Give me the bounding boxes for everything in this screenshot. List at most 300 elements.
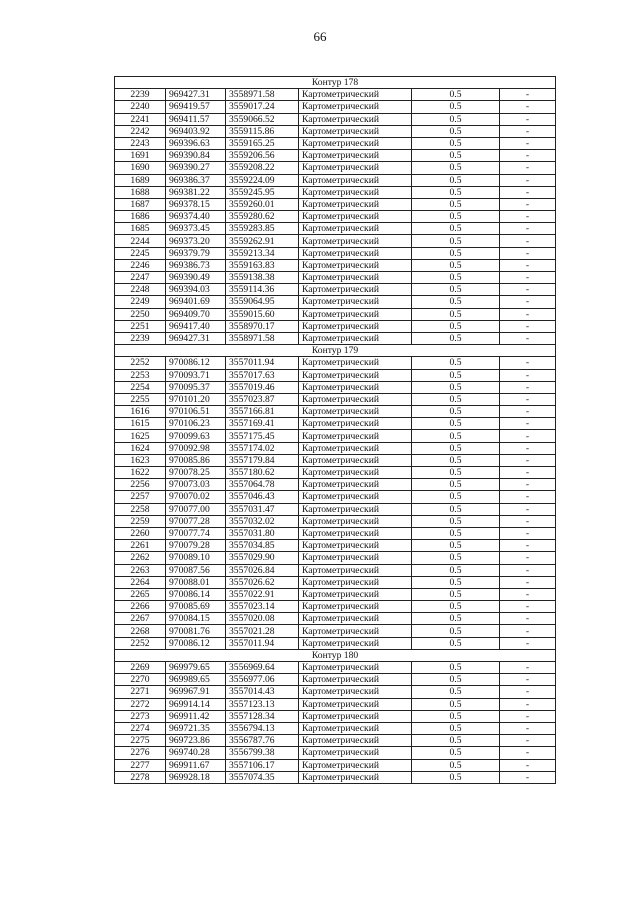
error-value: 0.5	[412, 381, 500, 393]
note: -	[500, 369, 556, 381]
coord-x: 969740.28	[166, 747, 226, 759]
method: Картометрический	[299, 406, 412, 418]
point-id: 2269	[115, 662, 166, 674]
table-row	[115, 369, 556, 381]
point-id: 1616	[115, 406, 166, 418]
method: Картометрический	[299, 467, 412, 479]
method: Картометрический	[299, 454, 412, 466]
coord-x: 969390.84	[166, 150, 226, 162]
coord-x: 969386.37	[166, 174, 226, 186]
coord-y: 3559213.34	[226, 247, 299, 259]
coord-x: 970106.51	[166, 406, 226, 418]
note: -	[500, 162, 556, 174]
error-value: 0.5	[412, 710, 500, 722]
note: -	[500, 332, 556, 344]
coord-y: 3557026.84	[226, 564, 299, 576]
point-id: 2271	[115, 686, 166, 698]
table-row	[115, 686, 556, 698]
coord-y: 3556799.38	[226, 747, 299, 759]
note: -	[500, 491, 556, 503]
table-row	[115, 113, 556, 125]
coord-x: 969379.79	[166, 247, 226, 259]
table-row	[115, 601, 556, 613]
point-id: 1624	[115, 442, 166, 454]
method: Картометрический	[299, 150, 412, 162]
table-row	[115, 491, 556, 503]
note: -	[500, 467, 556, 479]
point-id: 1689	[115, 174, 166, 186]
coord-y: 3557034.85	[226, 540, 299, 552]
note: -	[500, 479, 556, 491]
note: -	[500, 101, 556, 113]
error-value: 0.5	[412, 479, 500, 491]
table-row	[115, 735, 556, 747]
section-header-row	[115, 77, 556, 89]
table-row	[115, 223, 556, 235]
error-value: 0.5	[412, 406, 500, 418]
coord-y: 3559280.62	[226, 211, 299, 223]
table-row	[115, 576, 556, 588]
error-value: 0.5	[412, 162, 500, 174]
method: Картометрический	[299, 540, 412, 552]
coord-x: 969390.27	[166, 162, 226, 174]
note: -	[500, 186, 556, 198]
table-row	[115, 527, 556, 539]
coord-x: 970093.71	[166, 369, 226, 381]
error-value: 0.5	[412, 259, 500, 271]
point-id: 1685	[115, 223, 166, 235]
point-id: 2253	[115, 369, 166, 381]
method: Картометрический	[299, 686, 412, 698]
table-row	[115, 674, 556, 686]
error-value: 0.5	[412, 137, 500, 149]
table-row	[115, 272, 556, 284]
error-value: 0.5	[412, 89, 500, 101]
error-value: 0.5	[412, 503, 500, 515]
coord-x: 970099.63	[166, 430, 226, 442]
coord-y: 3557022.91	[226, 588, 299, 600]
method: Картометрический	[299, 625, 412, 637]
method: Картометрический	[299, 491, 412, 503]
method: Картометрический	[299, 552, 412, 564]
section-header-row	[115, 345, 556, 357]
coord-x: 969374.40	[166, 211, 226, 223]
coord-y: 3557021.28	[226, 625, 299, 637]
coord-x: 969419.57	[166, 101, 226, 113]
method: Картометрический	[299, 320, 412, 332]
table-row	[115, 771, 556, 783]
error-value: 0.5	[412, 564, 500, 576]
coord-y: 3559015.60	[226, 308, 299, 320]
coord-y: 3559114.36	[226, 284, 299, 296]
coord-x: 969427.31	[166, 332, 226, 344]
table-row	[115, 357, 556, 369]
point-id: 2246	[115, 259, 166, 271]
point-id: 2240	[115, 101, 166, 113]
point-id: 2239	[115, 89, 166, 101]
coord-y: 3557020.08	[226, 613, 299, 625]
coord-y: 3557046.43	[226, 491, 299, 503]
method: Картометрический	[299, 211, 412, 223]
error-value: 0.5	[412, 186, 500, 198]
table-row	[115, 296, 556, 308]
note: -	[500, 576, 556, 588]
coord-x: 969989.65	[166, 674, 226, 686]
method: Картометрический	[299, 272, 412, 284]
point-id: 1623	[115, 454, 166, 466]
table-row	[115, 467, 556, 479]
method: Картометрический	[299, 296, 412, 308]
coord-y: 3557029.90	[226, 552, 299, 564]
coord-y: 3557026.62	[226, 576, 299, 588]
note: -	[500, 674, 556, 686]
note: -	[500, 137, 556, 149]
table-row	[115, 406, 556, 418]
error-value: 0.5	[412, 588, 500, 600]
note: -	[500, 454, 556, 466]
note: -	[500, 211, 556, 223]
error-value: 0.5	[412, 284, 500, 296]
note: -	[500, 686, 556, 698]
point-id: 2275	[115, 735, 166, 747]
method: Картометрический	[299, 137, 412, 149]
method: Картометрический	[299, 308, 412, 320]
coord-x: 970085.69	[166, 601, 226, 613]
coord-y: 3558971.58	[226, 332, 299, 344]
coord-y: 3556794.13	[226, 722, 299, 734]
error-value: 0.5	[412, 735, 500, 747]
coord-x: 970095.37	[166, 381, 226, 393]
coord-x: 970087.56	[166, 564, 226, 576]
note: -	[500, 381, 556, 393]
error-value: 0.5	[412, 320, 500, 332]
table-row	[115, 247, 556, 259]
table-row	[115, 698, 556, 710]
method: Картометрический	[299, 125, 412, 137]
note: -	[500, 698, 556, 710]
coord-y: 3557179.84	[226, 454, 299, 466]
coord-y: 3559165.25	[226, 137, 299, 149]
point-id: 2268	[115, 625, 166, 637]
coord-x: 969427.31	[166, 89, 226, 101]
table-row	[115, 625, 556, 637]
table-row	[115, 759, 556, 771]
note: -	[500, 771, 556, 783]
table-row	[115, 418, 556, 430]
coord-x: 970078.25	[166, 467, 226, 479]
table-row	[115, 284, 556, 296]
error-value: 0.5	[412, 113, 500, 125]
point-id: 2266	[115, 601, 166, 613]
method: Картометрический	[299, 735, 412, 747]
coord-y: 3559206.56	[226, 150, 299, 162]
table-row	[115, 381, 556, 393]
method: Картометрический	[299, 613, 412, 625]
coord-y: 3557074.35	[226, 771, 299, 783]
point-id: 2265	[115, 588, 166, 600]
error-value: 0.5	[412, 747, 500, 759]
note: -	[500, 515, 556, 527]
note: -	[500, 89, 556, 101]
error-value: 0.5	[412, 467, 500, 479]
coord-x: 970077.00	[166, 503, 226, 515]
method: Картометрический	[299, 332, 412, 344]
point-id: 2252	[115, 357, 166, 369]
coord-y: 3559115.86	[226, 125, 299, 137]
table-row	[115, 540, 556, 552]
error-value: 0.5	[412, 625, 500, 637]
method: Картометрический	[299, 186, 412, 198]
coord-y: 3557123.13	[226, 698, 299, 710]
error-value: 0.5	[412, 454, 500, 466]
coord-y: 3559138.38	[226, 272, 299, 284]
note: -	[500, 308, 556, 320]
error-value: 0.5	[412, 235, 500, 247]
method: Картометрический	[299, 101, 412, 113]
table-row	[115, 235, 556, 247]
method: Картометрический	[299, 357, 412, 369]
method: Картометрический	[299, 430, 412, 442]
point-id: 2244	[115, 235, 166, 247]
coord-y: 3557019.46	[226, 381, 299, 393]
method: Картометрический	[299, 442, 412, 454]
point-id: 2250	[115, 308, 166, 320]
error-value: 0.5	[412, 698, 500, 710]
error-value: 0.5	[412, 527, 500, 539]
coord-y: 3557106.17	[226, 759, 299, 771]
error-value: 0.5	[412, 393, 500, 405]
coord-y: 3557064.78	[226, 479, 299, 491]
table-row	[115, 613, 556, 625]
note: -	[500, 357, 556, 369]
method: Картометрический	[299, 637, 412, 649]
note: -	[500, 235, 556, 247]
note: -	[500, 613, 556, 625]
error-value: 0.5	[412, 662, 500, 674]
table-row	[115, 503, 556, 515]
point-id: 2263	[115, 564, 166, 576]
coord-y: 3557011.94	[226, 637, 299, 649]
coord-x: 969911.42	[166, 710, 226, 722]
table-row	[115, 747, 556, 759]
note: -	[500, 735, 556, 747]
note: -	[500, 393, 556, 405]
table-row	[115, 393, 556, 405]
coord-y: 3557166.81	[226, 406, 299, 418]
note: -	[500, 125, 556, 137]
point-id: 1691	[115, 150, 166, 162]
coord-x: 970084.15	[166, 613, 226, 625]
error-value: 0.5	[412, 174, 500, 186]
coord-x: 969394.03	[166, 284, 226, 296]
coord-y: 3556977.06	[226, 674, 299, 686]
error-value: 0.5	[412, 491, 500, 503]
coord-y: 3558971.58	[226, 89, 299, 101]
table-row	[115, 515, 556, 527]
error-value: 0.5	[412, 722, 500, 734]
point-id: 2258	[115, 503, 166, 515]
error-value: 0.5	[412, 430, 500, 442]
coord-x: 970079.28	[166, 540, 226, 552]
method: Картометрический	[299, 198, 412, 210]
coord-y: 3559260.01	[226, 198, 299, 210]
table-row	[115, 308, 556, 320]
note: -	[500, 564, 556, 576]
table-row	[115, 442, 556, 454]
error-value: 0.5	[412, 442, 500, 454]
table-row	[115, 162, 556, 174]
point-id: 2256	[115, 479, 166, 491]
note: -	[500, 625, 556, 637]
coord-y: 3559245.95	[226, 186, 299, 198]
point-id: 2251	[115, 320, 166, 332]
point-id: 2255	[115, 393, 166, 405]
note: -	[500, 259, 556, 271]
table-row	[115, 198, 556, 210]
point-id: 2242	[115, 125, 166, 137]
point-id: 2259	[115, 515, 166, 527]
error-value: 0.5	[412, 613, 500, 625]
point-id: 1690	[115, 162, 166, 174]
coord-x: 970081.76	[166, 625, 226, 637]
error-value: 0.5	[412, 540, 500, 552]
note: -	[500, 759, 556, 771]
note: -	[500, 503, 556, 515]
point-id: 2248	[115, 284, 166, 296]
coord-y: 3559224.09	[226, 174, 299, 186]
table-row	[115, 454, 556, 466]
coord-y: 3559017.24	[226, 101, 299, 113]
note: -	[500, 418, 556, 430]
note: -	[500, 284, 556, 296]
table-row	[115, 259, 556, 271]
method: Картометрический	[299, 393, 412, 405]
coord-x: 970092.98	[166, 442, 226, 454]
point-id: 2272	[115, 698, 166, 710]
error-value: 0.5	[412, 515, 500, 527]
coord-y: 3557175.45	[226, 430, 299, 442]
error-value: 0.5	[412, 272, 500, 284]
table-row	[115, 710, 556, 722]
method: Картометрический	[299, 369, 412, 381]
coord-x: 969411.57	[166, 113, 226, 125]
coord-x: 969390.49	[166, 272, 226, 284]
coord-x: 969396.63	[166, 137, 226, 149]
note: -	[500, 247, 556, 259]
method: Картометрический	[299, 418, 412, 430]
coord-x: 970088.01	[166, 576, 226, 588]
point-id: 2260	[115, 527, 166, 539]
error-value: 0.5	[412, 552, 500, 564]
coord-x: 969721.35	[166, 722, 226, 734]
coord-y: 3557023.14	[226, 601, 299, 613]
point-id: 2277	[115, 759, 166, 771]
note: -	[500, 272, 556, 284]
coord-x: 970106.23	[166, 418, 226, 430]
method: Картометрический	[299, 564, 412, 576]
table-row	[115, 722, 556, 734]
table-row	[115, 125, 556, 137]
note: -	[500, 174, 556, 186]
section-title: Контур 178	[115, 77, 556, 89]
coord-x: 970086.14	[166, 588, 226, 600]
point-id: 2254	[115, 381, 166, 393]
coord-y: 3557180.62	[226, 467, 299, 479]
method: Картометрический	[299, 162, 412, 174]
method: Картометрический	[299, 588, 412, 600]
coord-x: 969403.92	[166, 125, 226, 137]
coord-x: 970089.10	[166, 552, 226, 564]
table-row	[115, 332, 556, 344]
coord-y: 3557032.02	[226, 515, 299, 527]
page-number: 66	[313, 29, 327, 44]
error-value: 0.5	[412, 101, 500, 113]
method: Картометрический	[299, 89, 412, 101]
error-value: 0.5	[412, 759, 500, 771]
point-id: 1687	[115, 198, 166, 210]
table-row	[115, 101, 556, 113]
point-id: 1625	[115, 430, 166, 442]
coord-y: 3559064.95	[226, 296, 299, 308]
error-value: 0.5	[412, 332, 500, 344]
coord-x: 969928.18	[166, 771, 226, 783]
error-value: 0.5	[412, 198, 500, 210]
error-value: 0.5	[412, 686, 500, 698]
coord-x: 969373.20	[166, 235, 226, 247]
method: Картометрический	[299, 479, 412, 491]
note: -	[500, 601, 556, 613]
error-value: 0.5	[412, 771, 500, 783]
point-id: 2267	[115, 613, 166, 625]
note: -	[500, 637, 556, 649]
coordinates-table-body	[115, 77, 556, 784]
coordinates-table	[114, 76, 556, 784]
coord-x: 970101.20	[166, 393, 226, 405]
error-value: 0.5	[412, 576, 500, 588]
coord-y: 3557014.43	[226, 686, 299, 698]
point-id: 1615	[115, 418, 166, 430]
note: -	[500, 540, 556, 552]
point-id: 2241	[115, 113, 166, 125]
coord-y: 3559208.22	[226, 162, 299, 174]
point-id: 2274	[115, 722, 166, 734]
error-value: 0.5	[412, 418, 500, 430]
method: Картометрический	[299, 771, 412, 783]
coord-x: 969386.73	[166, 259, 226, 271]
point-id: 2262	[115, 552, 166, 564]
note: -	[500, 430, 556, 442]
coord-x: 970086.12	[166, 357, 226, 369]
coord-y: 3559163.83	[226, 259, 299, 271]
error-value: 0.5	[412, 247, 500, 259]
coord-x: 969378.15	[166, 198, 226, 210]
coord-y: 3557031.47	[226, 503, 299, 515]
method: Картометрический	[299, 527, 412, 539]
note: -	[500, 223, 556, 235]
method: Картометрический	[299, 259, 412, 271]
coord-x: 969911.67	[166, 759, 226, 771]
coord-x: 969409.70	[166, 308, 226, 320]
note: -	[500, 662, 556, 674]
note: -	[500, 198, 556, 210]
coord-y: 3559283.85	[226, 223, 299, 235]
section-header-row	[115, 649, 556, 661]
coord-x: 969979.65	[166, 662, 226, 674]
error-value: 0.5	[412, 637, 500, 649]
table-row	[115, 637, 556, 649]
coord-y: 3558970.17	[226, 320, 299, 332]
point-id: 2273	[115, 710, 166, 722]
